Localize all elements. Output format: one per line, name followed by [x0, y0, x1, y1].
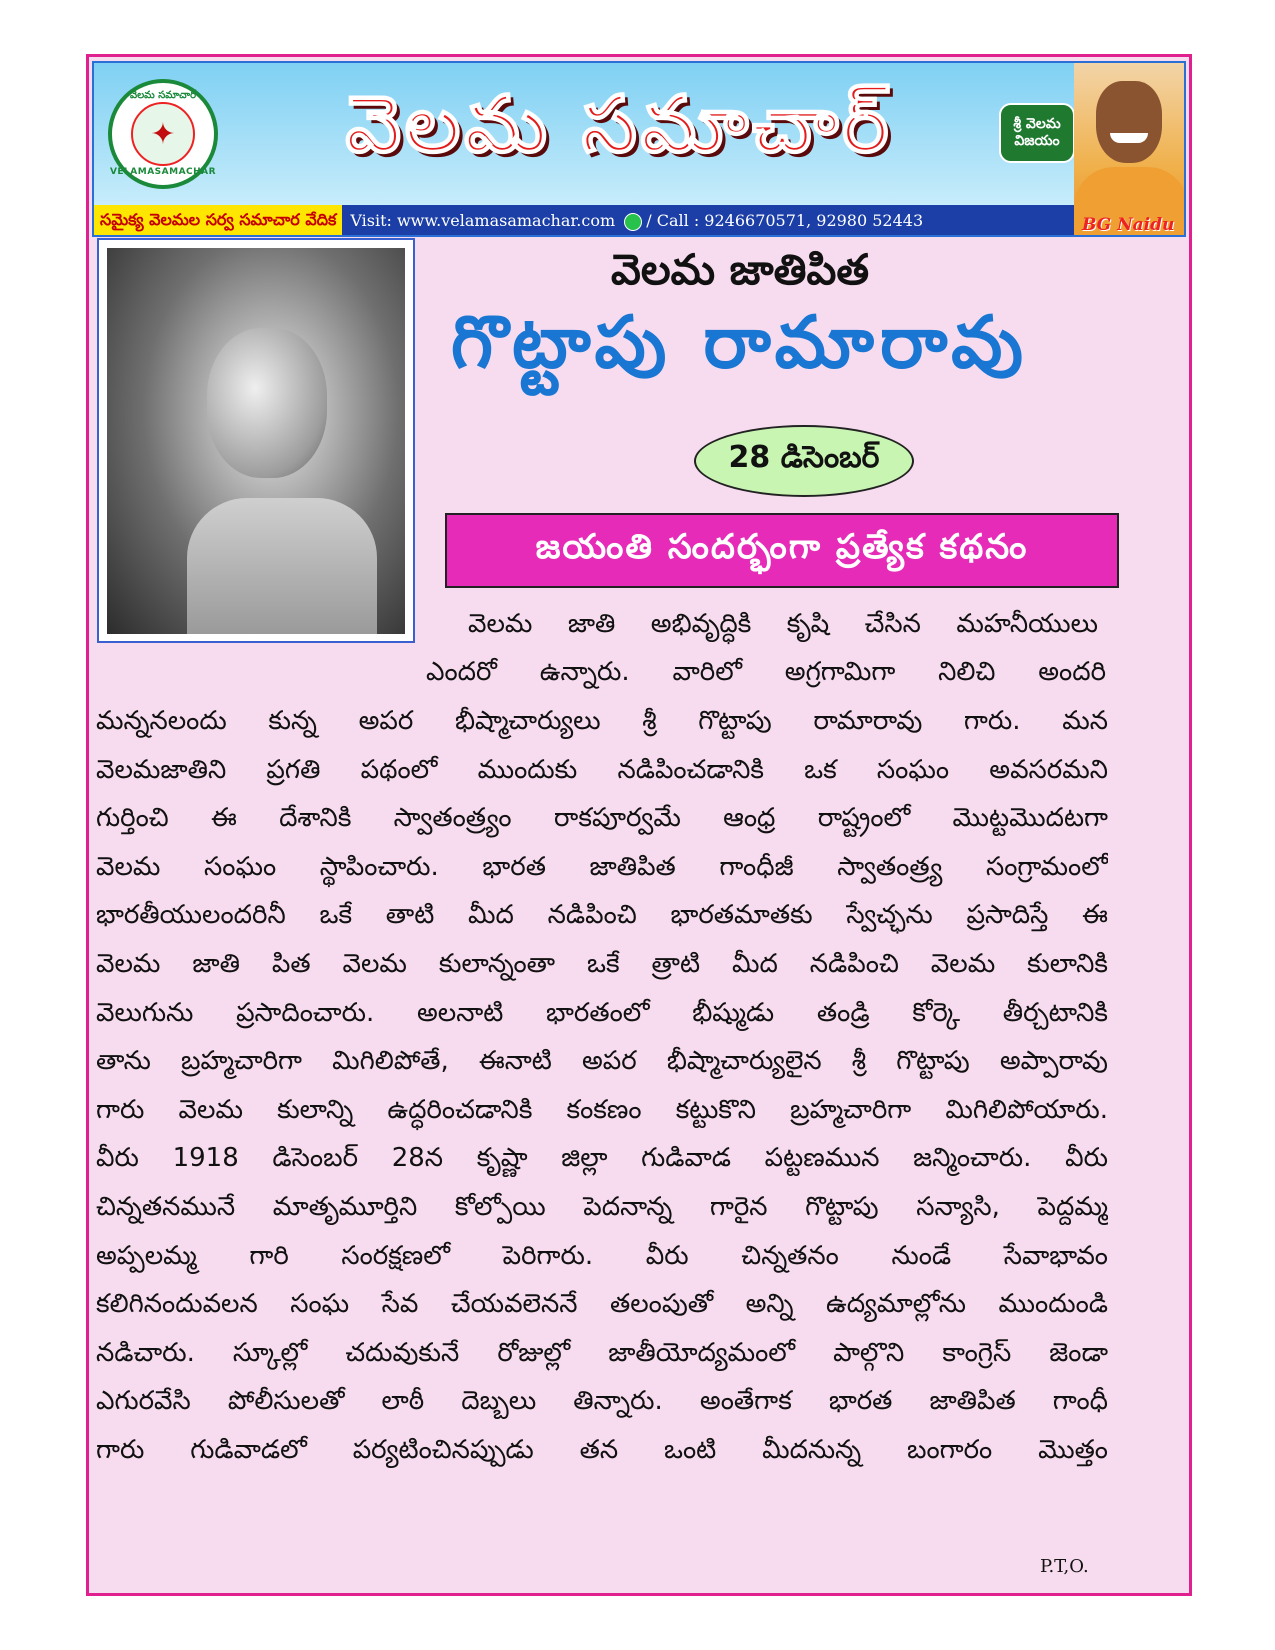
masthead-info-bar — [94, 205, 1074, 237]
article-kicker: వెలమ జాతిపిత — [610, 245, 869, 294]
masthead-tagline: సమైక్య వెలమల సర్వ సమాచార వేదిక — [94, 205, 342, 237]
article-banner: జయంతి సందర్భంగా ప్రత్యేక కథనం — [445, 513, 1119, 588]
call-numbers: / Call : 9246670571, 92980 52443 — [646, 211, 924, 231]
editor-name: BG Naidu — [1082, 215, 1175, 235]
article-line: కలిగినందువలన సంఘ సేవ చేయవలెననే తలంపుతో అన్ని ఉద్యమాల్లోను ముందుండి — [96, 1289, 1108, 1320]
masthead-visit-text — [342, 211, 923, 231]
article-line: వెలమ జాతి పిత వెలమ కులాన్నంతా ఒకే త్రాటి మీద నడిపించి వెలమ కులానికి — [96, 948, 1108, 979]
editor-photo — [1074, 63, 1186, 237]
subject-photo — [107, 248, 405, 634]
article-line: మన్ననలందు కున్న అపర భీష్మాచార్యులు శ్రీ గొట్టాపు రామారావు గారు. మన — [96, 706, 1108, 736]
editor-smile — [1110, 133, 1148, 143]
article-line: అప్పలమ్మ గారి సంరక్షణలో పెరిగారు. వీరు చిన్నతనం నుండే సేవాభావం — [96, 1240, 1108, 1271]
article-line: వెలుగును ప్రసాదించారు. అలనాటి భారతంలో భీష్ముడు తండ్రి కోర్కె తీర్చటానికి — [96, 997, 1108, 1028]
sri-velama-vijayam-badge: శ్రీ వెలమ విజయం — [999, 103, 1075, 163]
article-line: గారు వెలమ కులాన్ని ఉద్ధరించడానికి కంకణం కట్టుకొని బ్రహ్మచారిగా మిగిలిపోయారు. — [96, 1094, 1108, 1125]
article-line: చిన్నతనమునే మాతృమూర్తిని కోల్పోయి పెదనాన్న గారైన గొట్టాపు సన్యాసి, పెద్దమ్మ — [96, 1191, 1108, 1222]
article-line: తాను బ్రహ్మచారిగా మిగిలిపోతే, ఈనాటి అపర భీష్మాచార్యులైన శ్రీ గొట్టాపు అప్పారావు — [96, 1046, 1108, 1077]
article-line: గుర్తించి ఈ దేశానికి స్వాతంత్ర్యం రాకపూర్వమే ఆంధ్ర రాష్ట్రంలో మొట్టమొదటగా — [96, 803, 1108, 834]
article-line-2: ఎందరో ఉన్నారు. వారిలో అగ్రగామిగా నిలిచి అందరి — [426, 657, 1106, 687]
pto-footer: P.T,O. — [1040, 1556, 1089, 1577]
article-line: వెలమ సంఘం స్థాపించారు. భారత జాతిపిత గాంధీజీ స్వాతంత్ర్య సంగ్రామంలో — [96, 851, 1108, 882]
brand-logo — [108, 79, 218, 189]
editor-face — [1096, 81, 1162, 163]
date-badge: 28 డిసెంబర్ — [694, 425, 914, 497]
masthead-top — [94, 63, 1184, 205]
article-body — [96, 697, 1108, 1475]
subject-photo-head — [207, 328, 327, 478]
logo-text-top: వెలమ సమాచార్ — [129, 90, 197, 101]
article-line: వీరు 1918 డిసెంబర్ 28న కృష్ణా జిల్లా గుడివాడ పట్టణమున జన్మించారు. వీరు — [96, 1143, 1108, 1174]
brand-title: వెలమ సమాచార్ — [345, 79, 893, 170]
masthead — [92, 61, 1186, 237]
article-headline: గొట్టాపు రామారావు — [450, 300, 1030, 384]
article-line: ఎగురవేసి పోలీసులతో లాఠీ దెబ్బలు తిన్నారు. అంతేగాక భారత జాతిపిత గాంధీ — [96, 1386, 1108, 1417]
whatsapp-icon — [624, 213, 642, 231]
article-line: నడిచారు. స్కూల్లో చదువుకునే రోజుల్లో జాతీయోద్యమంలో పాల్గొని కాంగ్రెస్ జెండా — [96, 1337, 1108, 1368]
article-line: గారు గుడివాడలో పర్యటించినప్పుడు తన ఒంటి మీదనున్న బంగారం మొత్తం — [96, 1434, 1108, 1465]
article-line: వెలమజాతిని ప్రగతి పథంలో ముందుకు నడిపించడానికి ఒక సంఘం అవసరమని — [96, 754, 1108, 785]
subject-photo-garland — [187, 498, 377, 634]
logo-text-bottom: VELAMASAMACHAR — [109, 167, 217, 177]
website-url: Visit: www.velamasamachar.com — [350, 211, 616, 231]
article-line: భారతీయులందరినీ ఒకే తాటి మీద నడిపించి భారతమాతకు స్వేచ్ఛను ప్రసాదిస్తే ఈ — [96, 900, 1108, 931]
article-line-1: వెలమ జాతి అభివృద్ధికి కృషి చేసిన మహనీయులు — [468, 609, 1098, 639]
logo-emblem-icon: ✦ — [131, 102, 195, 166]
subject-photo-frame — [97, 238, 415, 643]
